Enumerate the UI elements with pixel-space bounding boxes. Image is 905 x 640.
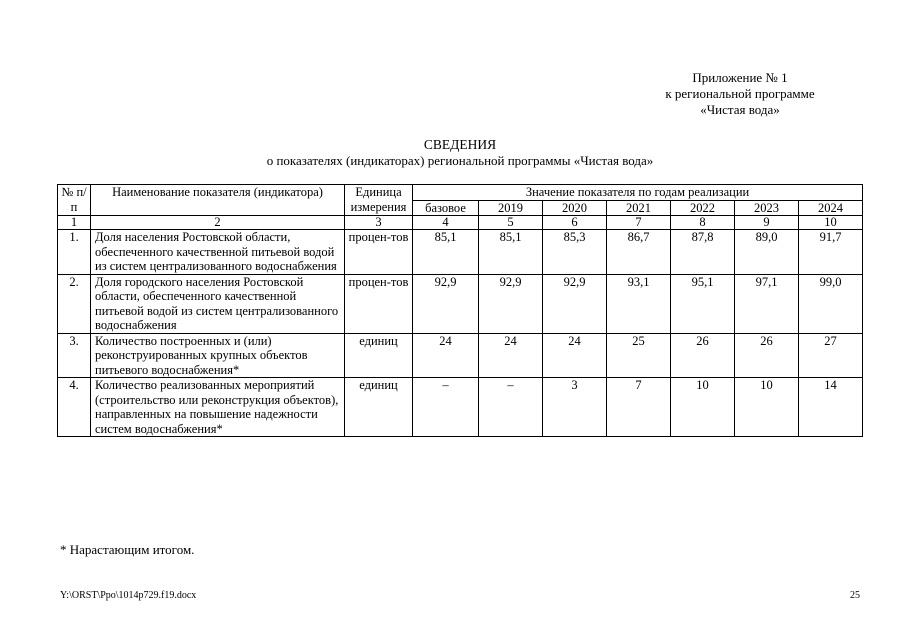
table-header-row [58,185,863,201]
appendix-header [590,70,890,118]
page-number: 25 [850,590,860,601]
row-value: 27 [799,333,863,378]
row-value: 24 [413,333,479,378]
table-row [58,333,863,378]
numbering-cell: 10 [799,216,863,230]
row-value: 26 [671,333,735,378]
row-number: 3. [58,333,91,378]
numbering-cell: 7 [607,216,671,230]
row-value: 85,1 [479,230,543,275]
file-path: Y:\ORST\Ppo\1014p729.f19.docx [60,590,197,601]
year-cell: 2019 [479,200,543,216]
row-value: – [479,378,543,437]
row-number: 2. [58,274,91,333]
row-name: Количество построенных и (или) реконструированных крупных объектов питьевого водоснабжения* [91,333,345,378]
header-values: Значение показателя по годам реализации [413,185,863,201]
row-unit: единиц [345,378,413,437]
year-cell: 2022 [671,200,735,216]
row-number: 4. [58,378,91,437]
row-value: 92,9 [413,274,479,333]
row-value: 86,7 [607,230,671,275]
appendix-line-1: Приложение № 1 [692,70,788,85]
row-value: 24 [543,333,607,378]
numbering-cell: 8 [671,216,735,230]
row-value: 26 [735,333,799,378]
document-subtitle: о показателях (индикаторах) региональной программы «Чистая вода» [266,153,654,168]
year-cell: базовое [413,200,479,216]
numbering-cell: 4 [413,216,479,230]
row-value: 99,0 [799,274,863,333]
row-value: 7 [607,378,671,437]
numbering-cell: 1 [58,216,91,230]
year-cell: 2020 [543,200,607,216]
row-value: 92,9 [543,274,607,333]
row-value: 85,1 [413,230,479,275]
row-number: 1. [58,230,91,275]
header-name: Наименование показателя (индикатора) [91,185,345,216]
row-unit: процен-тов [345,274,413,333]
row-unit: единиц [345,333,413,378]
row-name: Доля городского населения Ростовской области, обеспеченного качественной питьевой водой из систем централизованного водоснабжения [91,274,345,333]
table-row [58,230,863,275]
header-unit: Единица измерения [345,185,413,216]
indicators-table [57,184,863,437]
row-value: 10 [671,378,735,437]
numbering-cell: 5 [479,216,543,230]
appendix-line-3: «Чистая вода» [700,102,780,117]
year-cell: 2024 [799,200,863,216]
row-value: – [413,378,479,437]
row-value: 25 [607,333,671,378]
row-value: 89,0 [735,230,799,275]
row-value: 91,7 [799,230,863,275]
document-title: СВЕДЕНИЯ [423,137,497,152]
row-value: 95,1 [671,274,735,333]
row-value: 14 [799,378,863,437]
document-heading [60,137,860,169]
table-row [58,378,863,437]
header-no: № п/п [58,185,91,216]
row-value: 87,8 [671,230,735,275]
numbering-cell: 3 [345,216,413,230]
table-row [58,274,863,333]
row-name: Доля населения Ростовской области, обеспеченного качественной питьевой водой из систем централизованного водоснабжения [91,230,345,275]
year-cell: 2023 [735,200,799,216]
footnote: * Нарастающим итогом. [60,542,195,557]
table-numbering-row [58,216,863,230]
year-cell: 2021 [607,200,671,216]
row-value: 92,9 [479,274,543,333]
numbering-cell: 2 [91,216,345,230]
row-value: 85,3 [543,230,607,275]
appendix-line-2: к региональной программе [665,86,815,101]
row-name: Количество реализованных мероприятий (строительство или реконструкция объектов), направленных на повышение надежности систем водоснабжения* [91,378,345,437]
row-value: 97,1 [735,274,799,333]
row-unit: процен-тов [345,230,413,275]
row-value: 93,1 [607,274,671,333]
row-value: 10 [735,378,799,437]
row-value: 24 [479,333,543,378]
row-value: 3 [543,378,607,437]
numbering-cell: 9 [735,216,799,230]
numbering-cell: 6 [543,216,607,230]
